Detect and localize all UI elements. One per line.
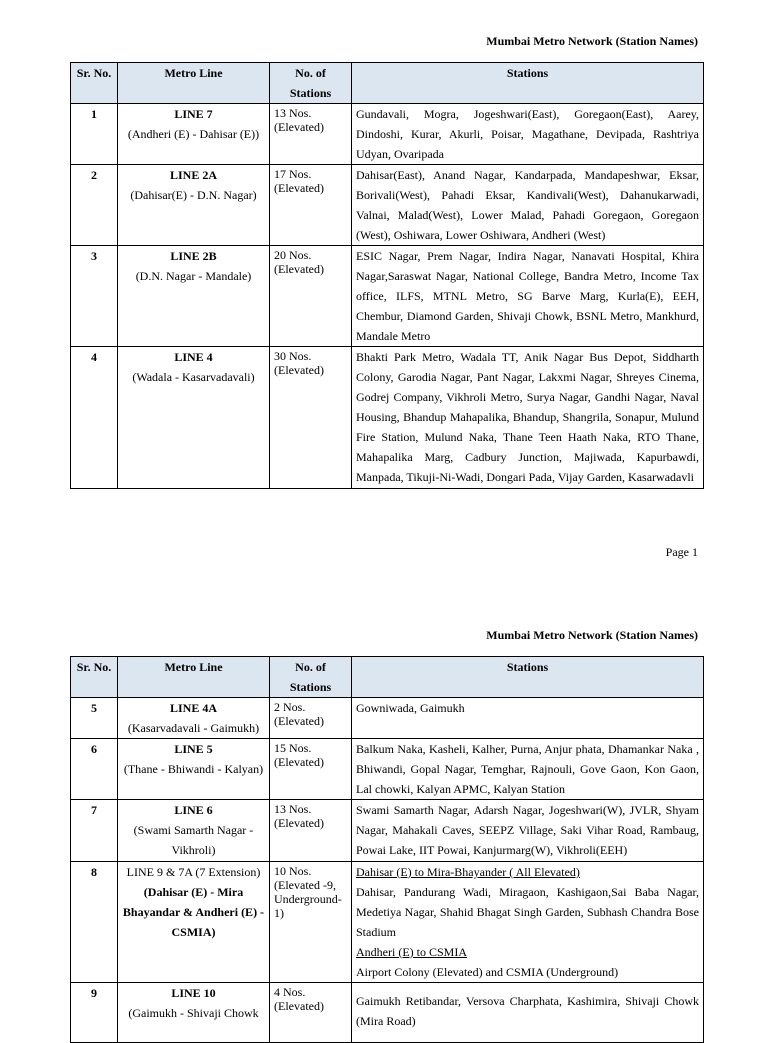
sr-no-cell: 1 bbox=[71, 104, 118, 165]
metro-line-cell bbox=[118, 983, 270, 1043]
metro-line-cell bbox=[118, 862, 270, 983]
station-count: 10 Nos. bbox=[274, 864, 312, 878]
line-name: LINE 4A bbox=[169, 701, 217, 715]
metro-line-cell bbox=[118, 698, 270, 739]
col-stations: Stations bbox=[352, 63, 704, 104]
line-route: (Dahisar (E) - Mira Bhayandar & Andheri (E) - CSMIA) bbox=[122, 885, 265, 939]
stations-cell: Gundavali, Mogra, Jogeshwari(East), Goregaon(East), Aarey, Dindoshi, Kurar, Akurli, Poisar, Magathane, Devipada, Rashtriya Udyan, Ovaripada bbox=[352, 104, 704, 165]
table-row bbox=[71, 698, 704, 739]
station-count-cell bbox=[270, 347, 352, 489]
station-type: (Elevated) bbox=[274, 363, 324, 377]
station-type: (Elevated) bbox=[274, 181, 324, 195]
sr-no-cell: 4 bbox=[71, 347, 118, 489]
station-count: 13 Nos. bbox=[274, 802, 312, 816]
station-count: 30 Nos. bbox=[274, 349, 312, 363]
station-type: (Elevated) bbox=[274, 262, 324, 276]
line-route: (Gaimukh - Shivaji Chowk bbox=[128, 1006, 259, 1020]
stations-cell: Gowniwada, Gaimukh bbox=[352, 698, 704, 739]
sr-no-cell: 6 bbox=[71, 739, 118, 800]
station-count-cell bbox=[270, 800, 352, 862]
table-row bbox=[71, 347, 704, 489]
col-metro-line: Metro Line bbox=[118, 63, 270, 104]
stations-cell: Swami Samarth Nagar, Adarsh Nagar, Jogeshwari(W), JVLR, Shyam Nagar, Mahakali Caves, SEEPZ Village, Saki Vihar Road, Rambaug, Powai Lake, IIT Powai, Kanjurmarg(W), Vikhroli(EEH) bbox=[352, 800, 704, 862]
col-stations: Stations bbox=[352, 657, 704, 698]
metro-line-cell bbox=[118, 104, 270, 165]
line-name: LINE 9 & 7A (7 Extension) bbox=[126, 865, 261, 879]
station-count: 4 Nos. bbox=[274, 985, 306, 999]
table-row bbox=[71, 104, 704, 165]
sr-no-cell: 5 bbox=[71, 698, 118, 739]
metro-line-cell bbox=[118, 739, 270, 800]
metro-line-cell bbox=[118, 347, 270, 489]
page-1-header: Mumbai Metro Network (Station Names) bbox=[486, 34, 698, 48]
line-route: (D.N. Nagar - Mandale) bbox=[135, 269, 252, 283]
metro-line-cell bbox=[118, 165, 270, 246]
sr-no-cell: 9 bbox=[71, 983, 118, 1043]
line-route: (Dahisar(E) - D.N. Nagar) bbox=[130, 188, 257, 202]
line-name: LINE 5 bbox=[174, 742, 213, 756]
col-metro-line: Metro Line bbox=[118, 657, 270, 698]
table-header-row bbox=[71, 657, 704, 698]
col-sr-no: Sr. No. bbox=[71, 657, 118, 698]
station-count: 13 Nos. bbox=[274, 106, 312, 120]
station-count-cell bbox=[270, 862, 352, 983]
station-type: (Elevated) bbox=[274, 714, 324, 728]
sub-section-title: Dahisar (E) to Mira-Bhayander ( All Elevated) bbox=[356, 865, 580, 879]
table-row bbox=[71, 862, 704, 983]
col-sr-no: Sr. No. bbox=[71, 63, 118, 104]
table-row bbox=[71, 800, 704, 862]
sub-section-title: Andheri (E) to CSMIA bbox=[356, 945, 467, 959]
table-header-row bbox=[71, 63, 704, 104]
station-type: (Elevated -9, Underground-1) bbox=[274, 878, 342, 920]
metro-line-cell bbox=[118, 800, 270, 862]
station-count: 2 Nos. bbox=[274, 700, 306, 714]
sr-no-cell: 2 bbox=[71, 165, 118, 246]
line-route: (Swami Samarth Nagar - Vikhroli) bbox=[133, 823, 254, 857]
table-row bbox=[71, 739, 704, 800]
line-route: (Andheri (E) - Dahisar (E)) bbox=[127, 127, 260, 141]
sr-no-cell: 3 bbox=[71, 246, 118, 347]
station-count: 17 Nos. bbox=[274, 167, 312, 181]
line-route: (Wadala - Kasarvadavali) bbox=[132, 370, 255, 384]
page-2-table bbox=[70, 656, 704, 1043]
line-name: LINE 6 bbox=[174, 803, 213, 817]
page-1-table bbox=[70, 62, 704, 489]
table-row bbox=[71, 246, 704, 347]
station-count-cell bbox=[270, 246, 352, 347]
station-count-cell bbox=[270, 739, 352, 800]
line-name: LINE 2B bbox=[170, 249, 217, 263]
line-name: LINE 4 bbox=[174, 350, 213, 364]
stations-cell bbox=[352, 862, 704, 983]
stations-cell: Gaimukh Retibandar, Versova Charphata, Kashimira, Shivaji Chowk (Mira Road) bbox=[352, 983, 704, 1043]
station-type: (Elevated) bbox=[274, 755, 324, 769]
sub-section-stations: Dahisar, Pandurang Wadi, Miragaon, Kashigaon,Sai Baba Nagar, Medetiya Nagar, Shahid Bhagat Singh Garden, Subhash Chandra Bose Stadium bbox=[356, 885, 699, 939]
station-type: (Elevated) bbox=[274, 999, 324, 1013]
sub-section-stations: Airport Colony (Elevated) and CSMIA (Underground) bbox=[356, 965, 619, 979]
col-no-of-stations: No. of Stations bbox=[270, 63, 352, 104]
station-count: 15 Nos. bbox=[274, 741, 312, 755]
page-2-header: Mumbai Metro Network (Station Names) bbox=[486, 628, 698, 642]
station-count-cell bbox=[270, 104, 352, 165]
metro-line-cell bbox=[118, 246, 270, 347]
line-name: LINE 7 bbox=[174, 107, 213, 121]
line-route: (Kasarvadavali - Gaimukh) bbox=[127, 721, 260, 735]
stations-cell: Dahisar(East), Anand Nagar, Kandarpada, Mandapeshwar, Eksar, Borivali(West), Pahadi Eksar, Kandivali(West), Dahanukarwadi, Valnai, Malad(West), Lower Malad, Pahadi Goregaon, Goregaon (West), Oshiwara, Lower Oshiwara, Andheri (West) bbox=[352, 165, 704, 246]
stations-cell: Balkum Naka, Kasheli, Kalher, Purna, Anjur phata, Dhamankar Naka , Bhiwandi, Gopal Nagar, Temghar, Rajnouli, Gove Gaon, Kon Gaon, Lal chowki, Kalyan APMC, Kalyan Station bbox=[352, 739, 704, 800]
station-count-cell bbox=[270, 983, 352, 1043]
sr-no-cell: 7 bbox=[71, 800, 118, 862]
station-type: (Elevated) bbox=[274, 816, 324, 830]
station-type: (Elevated) bbox=[274, 120, 324, 134]
line-route: (Thane - Bhiwandi - Kalyan) bbox=[123, 762, 264, 776]
station-count: 20 Nos. bbox=[274, 248, 312, 262]
stations-cell: Bhakti Park Metro, Wadala TT, Anik Nagar Bus Depot, Siddharth Colony, Garodia Nagar, Pant Nagar, Lakxmi Nagar, Shreyes Cinema, Godrej Company, Vikhroli Metro, Surya Nagar, Gandhi Nagar, Naval Housing, Bhandup Mahapalika, Bhandup, Shangrila, Sonapur, Mulund Fire Station, Mulund Naka, Thane Teen Haath Naka, RTO Thane, Mahapalika Marg, Cadbury Junction, Majiwada, Kapurbawdi, Manpada, Tikuji-Ni-Wadi, Dongari Pada, Vijay Garden, Kasarwadavli bbox=[352, 347, 704, 489]
station-count-cell bbox=[270, 698, 352, 739]
sr-no-cell: 8 bbox=[71, 862, 118, 983]
line-name: LINE 10 bbox=[171, 986, 216, 1000]
stations-cell: ESIC Nagar, Prem Nagar, Indira Nagar, Nanavati Hospital, Khira Nagar,Saraswat Nagar, National College, Bandra Metro, Income Tax office, ILFS, MTNL Metro, SG Barve Marg, Kurla(E), EEH, Chembur, Diamond Garden, Shivaji Chowk, BSNL Metro, Mankhurd, Mandale Metro bbox=[352, 246, 704, 347]
table-row bbox=[71, 983, 704, 1043]
station-count-cell bbox=[270, 165, 352, 246]
col-no-of-stations: No. of Stations bbox=[270, 657, 352, 698]
page-number: Page 1 bbox=[665, 545, 698, 559]
line-name: LINE 2A bbox=[169, 168, 217, 182]
table-row bbox=[71, 165, 704, 246]
